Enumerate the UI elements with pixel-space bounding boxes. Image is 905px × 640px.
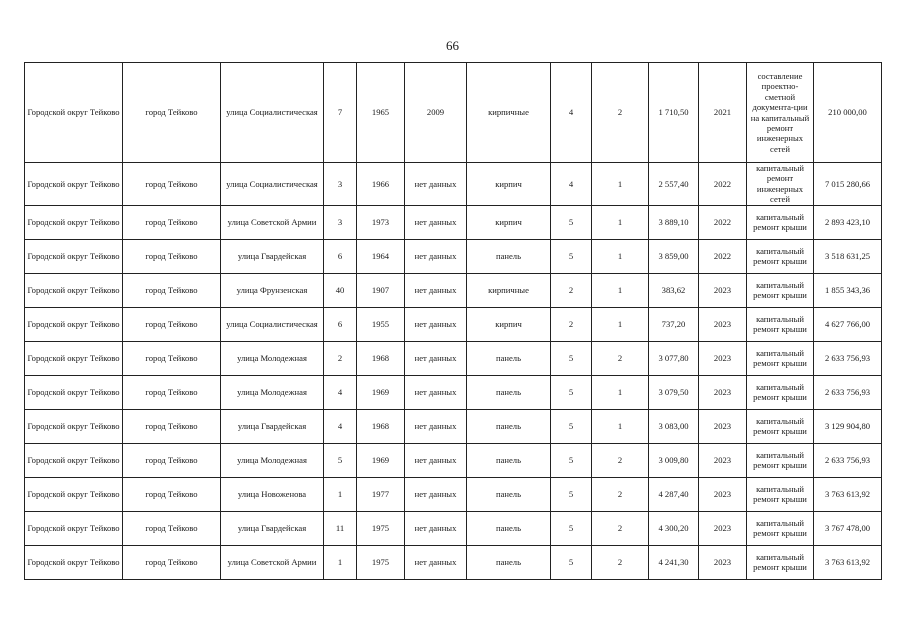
plan-year-cell: 2023 (699, 341, 747, 375)
entrances-cell: 2 (592, 511, 649, 545)
street-cell: улица Социалистическая (221, 307, 324, 341)
street-cell: улица Молодежная (221, 375, 324, 409)
city-cell: город Тейково (123, 205, 221, 239)
house-number-cell: 4 (324, 375, 357, 409)
house-number-cell: 11 (324, 511, 357, 545)
plan-year-cell: 2023 (699, 273, 747, 307)
floors-cell: 4 (551, 63, 592, 163)
floors-cell: 5 (551, 239, 592, 273)
house-number-cell: 40 (324, 273, 357, 307)
house-number-cell: 2 (324, 341, 357, 375)
municipality-cell: Городской округ Тейково (25, 477, 123, 511)
work-type-cell: капитальный ремонт крыши (747, 273, 814, 307)
last-repair-year-cell: нет данных (405, 163, 467, 206)
house-number-cell: 3 (324, 205, 357, 239)
house-number-cell: 6 (324, 307, 357, 341)
build-year-cell: 1969 (357, 375, 405, 409)
floors-cell: 5 (551, 205, 592, 239)
entrances-cell: 2 (592, 477, 649, 511)
last-repair-year-cell: нет данных (405, 477, 467, 511)
cost-cell: 2 893 423,10 (814, 205, 882, 239)
area-cell: 4 300,20 (649, 511, 699, 545)
municipality-cell: Городской округ Тейково (25, 163, 123, 206)
wall-material-cell: кирпич (467, 163, 551, 206)
cost-cell: 2 633 756,93 (814, 341, 882, 375)
last-repair-year-cell: нет данных (405, 307, 467, 341)
plan-year-cell: 2023 (699, 477, 747, 511)
house-number-cell: 7 (324, 63, 357, 163)
house-number-cell: 6 (324, 239, 357, 273)
page-number: 66 (446, 38, 459, 53)
street-cell: улица Гвардейская (221, 511, 324, 545)
floors-cell: 2 (551, 307, 592, 341)
area-cell: 3 083,00 (649, 409, 699, 443)
area-cell: 3 077,80 (649, 341, 699, 375)
city-cell: город Тейково (123, 409, 221, 443)
municipality-cell: Городской округ Тейково (25, 409, 123, 443)
floors-cell: 5 (551, 511, 592, 545)
last-repair-year-cell: 2009 (405, 63, 467, 163)
city-cell: город Тейково (123, 477, 221, 511)
last-repair-year-cell: нет данных (405, 239, 467, 273)
wall-material-cell: панель (467, 409, 551, 443)
area-cell: 737,20 (649, 307, 699, 341)
municipality-cell: Городской округ Тейково (25, 375, 123, 409)
municipality-cell: Городской округ Тейково (25, 545, 123, 579)
wall-material-cell: панель (467, 511, 551, 545)
table-row (25, 273, 882, 307)
work-type-cell: капитальный ремонт крыши (747, 545, 814, 579)
last-repair-year-cell: нет данных (405, 341, 467, 375)
build-year-cell: 1973 (357, 205, 405, 239)
work-type-cell: капитальный ремонт крыши (747, 443, 814, 477)
table-row (25, 163, 882, 206)
area-cell: 2 557,40 (649, 163, 699, 206)
cost-cell: 3 129 904,80 (814, 409, 882, 443)
area-cell: 1 710,50 (649, 63, 699, 163)
table-row (25, 205, 882, 239)
work-type-cell: капитальный ремонт крыши (747, 341, 814, 375)
plan-year-cell: 2023 (699, 375, 747, 409)
area-cell: 3 889,10 (649, 205, 699, 239)
floors-cell: 5 (551, 375, 592, 409)
wall-material-cell: кирпичные (467, 273, 551, 307)
entrances-cell: 1 (592, 307, 649, 341)
wall-material-cell: панель (467, 443, 551, 477)
wall-material-cell: кирпич (467, 205, 551, 239)
entrances-cell: 2 (592, 63, 649, 163)
entrances-cell: 2 (592, 443, 649, 477)
cost-cell: 2 633 756,93 (814, 375, 882, 409)
plan-year-cell: 2021 (699, 63, 747, 163)
work-type-cell: капитальный ремонт крыши (747, 239, 814, 273)
work-type-cell: капитальный ремонт крыши (747, 307, 814, 341)
street-cell: улица Социалистическая (221, 63, 324, 163)
work-type-cell: капитальный ремонт крыши (747, 511, 814, 545)
build-year-cell: 1907 (357, 273, 405, 307)
street-cell: улица Молодежная (221, 341, 324, 375)
cost-cell: 3 763 613,92 (814, 545, 882, 579)
entrances-cell: 1 (592, 205, 649, 239)
municipality-cell: Городской округ Тейково (25, 443, 123, 477)
wall-material-cell: кирпичные (467, 63, 551, 163)
entrances-cell: 1 (592, 163, 649, 206)
city-cell: город Тейково (123, 511, 221, 545)
cost-cell: 3 767 478,00 (814, 511, 882, 545)
cost-cell: 2 633 756,93 (814, 443, 882, 477)
table-row (25, 545, 882, 579)
area-cell: 4 287,40 (649, 477, 699, 511)
municipality-cell: Городской округ Тейково (25, 63, 123, 163)
municipality-cell: Городской округ Тейково (25, 511, 123, 545)
plan-year-cell: 2022 (699, 239, 747, 273)
area-cell: 4 241,30 (649, 545, 699, 579)
table-row (25, 409, 882, 443)
floors-cell: 4 (551, 163, 592, 206)
municipality-cell: Городской округ Тейково (25, 273, 123, 307)
last-repair-year-cell: нет данных (405, 409, 467, 443)
area-cell: 3 859,00 (649, 239, 699, 273)
cost-cell: 3 518 631,25 (814, 239, 882, 273)
street-cell: улица Молодежная (221, 443, 324, 477)
last-repair-year-cell: нет данных (405, 205, 467, 239)
build-year-cell: 1968 (357, 409, 405, 443)
build-year-cell: 1965 (357, 63, 405, 163)
build-year-cell: 1964 (357, 239, 405, 273)
floors-cell: 5 (551, 443, 592, 477)
table-row (25, 341, 882, 375)
last-repair-year-cell: нет данных (405, 545, 467, 579)
table-row (25, 63, 882, 163)
build-year-cell: 1969 (357, 443, 405, 477)
last-repair-year-cell: нет данных (405, 443, 467, 477)
plan-year-cell: 2023 (699, 443, 747, 477)
plan-year-cell: 2022 (699, 205, 747, 239)
cost-cell: 210 000,00 (814, 63, 882, 163)
table-row (25, 477, 882, 511)
house-number-cell: 5 (324, 443, 357, 477)
municipality-cell: Городской округ Тейково (25, 205, 123, 239)
street-cell: улица Гвардейская (221, 409, 324, 443)
municipality-cell: Городской округ Тейково (25, 341, 123, 375)
city-cell: город Тейково (123, 545, 221, 579)
build-year-cell: 1977 (357, 477, 405, 511)
city-cell: город Тейково (123, 163, 221, 206)
wall-material-cell: панель (467, 341, 551, 375)
street-cell: улица Фрунзенская (221, 273, 324, 307)
floors-cell: 5 (551, 545, 592, 579)
last-repair-year-cell: нет данных (405, 273, 467, 307)
city-cell: город Тейково (123, 273, 221, 307)
work-type-cell: капитальный ремонт крыши (747, 477, 814, 511)
entrances-cell: 1 (592, 273, 649, 307)
area-cell: 383,62 (649, 273, 699, 307)
table-row (25, 443, 882, 477)
floors-cell: 2 (551, 273, 592, 307)
area-cell: 3 009,80 (649, 443, 699, 477)
wall-material-cell: панель (467, 545, 551, 579)
wall-material-cell: панель (467, 375, 551, 409)
build-year-cell: 1966 (357, 163, 405, 206)
cost-cell: 7 015 280,66 (814, 163, 882, 206)
plan-year-cell: 2023 (699, 545, 747, 579)
entrances-cell: 1 (592, 409, 649, 443)
city-cell: город Тейково (123, 307, 221, 341)
work-type-cell: капитальный ремонт инженерных сетей (747, 163, 814, 206)
street-cell: улица Советской Армии (221, 545, 324, 579)
wall-material-cell: панель (467, 239, 551, 273)
floors-cell: 5 (551, 409, 592, 443)
table-row (25, 375, 882, 409)
plan-year-cell: 2022 (699, 163, 747, 206)
work-type-cell: составление проектно-сметной документа-ции на капитальный ремонт инженерных сетей (747, 63, 814, 163)
street-cell: улица Советской Армии (221, 205, 324, 239)
city-cell: город Тейково (123, 63, 221, 163)
floors-cell: 5 (551, 341, 592, 375)
cost-cell: 3 763 613,92 (814, 477, 882, 511)
wall-material-cell: кирпич (467, 307, 551, 341)
municipality-cell: Городской округ Тейково (25, 307, 123, 341)
cost-cell: 1 855 343,36 (814, 273, 882, 307)
table-row (25, 307, 882, 341)
house-number-cell: 3 (324, 163, 357, 206)
cost-cell: 4 627 766,00 (814, 307, 882, 341)
build-year-cell: 1975 (357, 511, 405, 545)
build-year-cell: 1968 (357, 341, 405, 375)
city-cell: город Тейково (123, 375, 221, 409)
house-number-cell: 1 (324, 477, 357, 511)
housing-repair-table (24, 62, 882, 580)
floors-cell: 5 (551, 477, 592, 511)
work-type-cell: капитальный ремонт крыши (747, 375, 814, 409)
area-cell: 3 079,50 (649, 375, 699, 409)
work-type-cell: капитальный ремонт крыши (747, 409, 814, 443)
house-number-cell: 1 (324, 545, 357, 579)
table-row (25, 239, 882, 273)
plan-year-cell: 2023 (699, 307, 747, 341)
street-cell: улица Гвардейская (221, 239, 324, 273)
build-year-cell: 1975 (357, 545, 405, 579)
last-repair-year-cell: нет данных (405, 375, 467, 409)
plan-year-cell: 2023 (699, 409, 747, 443)
street-cell: улица Новоженова (221, 477, 324, 511)
city-cell: город Тейково (123, 443, 221, 477)
plan-year-cell: 2023 (699, 511, 747, 545)
city-cell: город Тейково (123, 341, 221, 375)
table-row (25, 511, 882, 545)
street-cell: улица Социалистическая (221, 163, 324, 206)
build-year-cell: 1955 (357, 307, 405, 341)
entrances-cell: 1 (592, 375, 649, 409)
entrances-cell: 1 (592, 239, 649, 273)
entrances-cell: 2 (592, 545, 649, 579)
city-cell: город Тейково (123, 239, 221, 273)
municipality-cell: Городской округ Тейково (25, 239, 123, 273)
wall-material-cell: панель (467, 477, 551, 511)
last-repair-year-cell: нет данных (405, 511, 467, 545)
work-type-cell: капитальный ремонт крыши (747, 205, 814, 239)
house-number-cell: 4 (324, 409, 357, 443)
entrances-cell: 2 (592, 341, 649, 375)
